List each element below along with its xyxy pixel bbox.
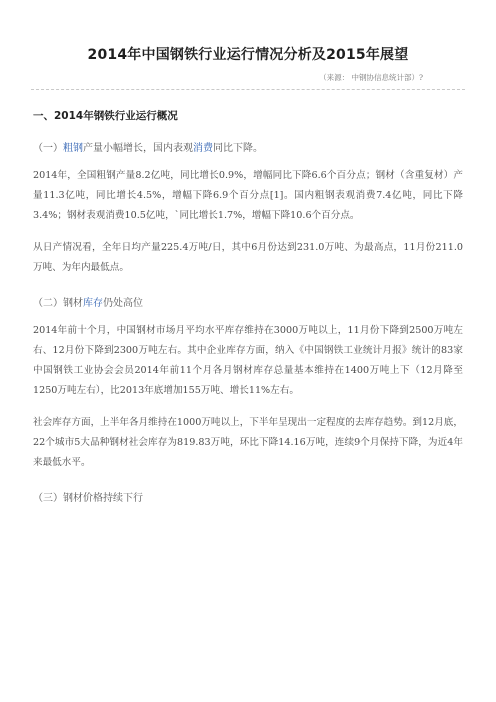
inventory-link[interactable]: 库存 [83,298,103,309]
subheading-3: （三）钢材价格持续下行 [33,493,143,504]
subheading-2 [33,294,463,309]
subheading-1-mid: 产量小幅增长，国内表观 [83,143,193,154]
paragraph-2: 从日产情况看，全年日均产量225.4万吨/日，其中6月份达到231.0万吨、为最高点，11月份211.0万吨、为年内最低点。 [33,242,463,273]
consumption-link[interactable]: 消费 [193,143,213,154]
document-title: 2014年中国钢铁行业运行情况分析及2015年展望 [87,47,409,63]
section-heading-1: 一、2014年钢铁行业运行概况 [33,110,178,122]
subheading-2-prefix: （二）钢材 [33,298,83,309]
crude-steel-link[interactable]: 粗钢 [63,143,83,154]
dashed-divider [31,89,465,90]
source-line: （来源： 中钢协信息统计部）? [319,73,423,82]
paragraph-3: 2014年前十个月，中国钢材市场月平均水平库存维持在3000万吨以上，11月份下降到2500万吨左右、12月份下降到2300万吨左右。其中企业库存方面，纳入《中国钢铁工业统计月报》统计的83家中国钢铁工业协会会员2014年前11个月各月钢材库存总量基本维持在1400万吨上下（12月降至1250万吨左右），比2013年底增加155万吨、增长11%左右。 [33,325,463,396]
subheading-1-prefix: （一） [33,143,63,154]
subheading-1 [33,139,463,154]
subheading-2-suffix: 仍处高位 [103,298,143,309]
paragraph-4: 社会库存方面，上半年各月维持在1000万吨以上，下半年呈现出一定程度的去库存趋势。到12月底，22个城市5大品种钢材社会库存为819.83万吨，环比下降14.16万吨，连续9个月保持下降，为近4年来最低水平。 [33,417,463,468]
subheading-1-suffix: 同比下降。 [213,143,263,154]
paragraph-1: 2014年，全国粗钢产量8.2亿吨，同比增长0.9%，增幅同比下降6.6个百分点；钢材（含重复材）产量11.3亿吨，同比增长4.5%，增幅下降6.9个百分点[1]。国内粗钢表观消费7.4亿吨，同比下降3.4%；钢材表观消费10.5亿吨，`同比增长1.7%，增幅下降10.6个百分点。 [33,170,463,221]
